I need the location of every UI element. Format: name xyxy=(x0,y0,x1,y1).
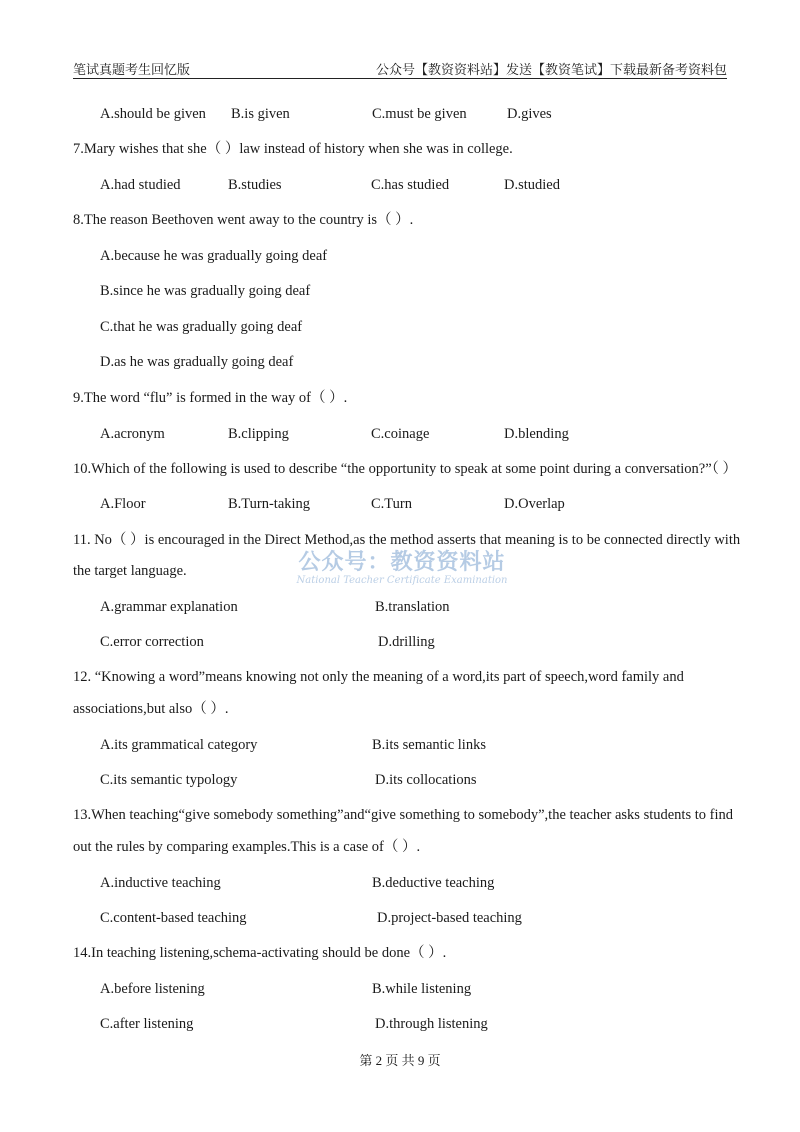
q7-option-c: C.has studied xyxy=(371,177,450,193)
q7-option-a: A.had studied xyxy=(100,177,181,193)
q11-stem-line2: the target language. xyxy=(73,563,187,579)
watermark-sub-text: National Teacher Certificate Examination xyxy=(296,575,508,586)
q14-stem: 14.In teaching listening,schema-activating should be done（ ）. xyxy=(73,945,447,961)
q12-stem-line1: 12. “Knowing a word”means knowing not only the meaning of a word,its part of speech,word family and xyxy=(73,669,684,685)
q12-stem-line2: associations,but also（ ）. xyxy=(73,701,229,717)
q8-option-b: B.since he was gradually going deaf xyxy=(100,283,311,299)
q13-stem-line2: out the rules by comparing examples.This is a case of（ ）. xyxy=(73,839,421,855)
q7-stem: 7.Mary wishes that she（ ）law instead of history when she was in college. xyxy=(73,141,513,157)
q8-option-d: D.as he was gradually going deaf xyxy=(100,354,294,370)
q11-option-c: C.error correction xyxy=(100,634,204,650)
header-left-text: 笔试真题考生回忆版 xyxy=(73,62,191,77)
q11-stem-line1: 11. No（ ）is encouraged in the Direct Method,as the method asserts that meaning is to be connected directly with xyxy=(73,532,741,548)
q6-option-c: C.must be given xyxy=(372,106,467,122)
q12-option-a: A.its grammatical category xyxy=(100,737,258,753)
q8-option-a: A.because he was gradually going deaf xyxy=(100,248,328,264)
q7-option-b: B.studies xyxy=(228,177,282,193)
q11-option-a: A.grammar explanation xyxy=(100,599,238,615)
q12-option-c: C.its semantic typology xyxy=(100,772,238,788)
q13-option-b: B.deductive teaching xyxy=(372,875,495,891)
q9-option-a: A.acronym xyxy=(100,426,165,442)
q10-option-b: B.Turn-taking xyxy=(228,496,311,512)
q9-stem: 9.The word “flu” is formed in the way of（ ）. xyxy=(73,390,348,406)
q9-option-c: C.coinage xyxy=(371,426,430,442)
q12-option-b: B.its semantic links xyxy=(372,737,486,753)
header-right-text: 公众号【教资资料站】发送【教资笔试】下载最新备考资料包 xyxy=(375,62,727,77)
watermark-logo xyxy=(284,545,520,593)
q13-option-a: A.inductive teaching xyxy=(100,875,221,891)
q14-option-b: B.while listening xyxy=(372,981,472,997)
q9-option-d: D.blending xyxy=(504,426,569,442)
q12-option-d: D.its collocations xyxy=(375,772,477,788)
watermark-main-text: 公众号：教资资料站 xyxy=(298,550,506,575)
q10-option-c: C.Turn xyxy=(371,496,412,512)
q8-stem: 8.The reason Beethoven went away to the country is（ ）. xyxy=(73,212,414,228)
q14-option-d: D.through listening xyxy=(375,1016,488,1032)
q14-option-c: C.after listening xyxy=(100,1016,194,1032)
q6-option-a: A.should be given xyxy=(100,106,206,122)
q10-option-a: A.Floor xyxy=(100,496,146,512)
q11-option-d: D.drilling xyxy=(378,634,435,650)
q7-option-d: D.studied xyxy=(504,177,560,193)
q6-option-d: D.gives xyxy=(507,106,552,122)
q10-stem: 10.Which of the following is used to describe “the opportunity to speak at some point during a conversation?”（ ） xyxy=(73,461,738,477)
q13-option-d: D.project-based teaching xyxy=(377,910,522,926)
q14-option-a: A.before listening xyxy=(100,981,205,997)
q9-option-b: B.clipping xyxy=(228,426,289,442)
q6-option-b: B.is given xyxy=(231,106,290,122)
page-number: 第 2 页 共 9 页 xyxy=(359,1053,441,1068)
q13-stem-line1: 13.When teaching“give somebody something”and“give something to somebody”,the teacher asks students to find xyxy=(73,807,733,823)
q13-option-c: C.content-based teaching xyxy=(100,910,247,926)
q10-option-d: D.Overlap xyxy=(504,496,565,512)
page-header xyxy=(73,56,727,79)
q11-option-b: B.translation xyxy=(375,599,450,615)
q8-option-c: C.that he was gradually going deaf xyxy=(100,319,303,335)
